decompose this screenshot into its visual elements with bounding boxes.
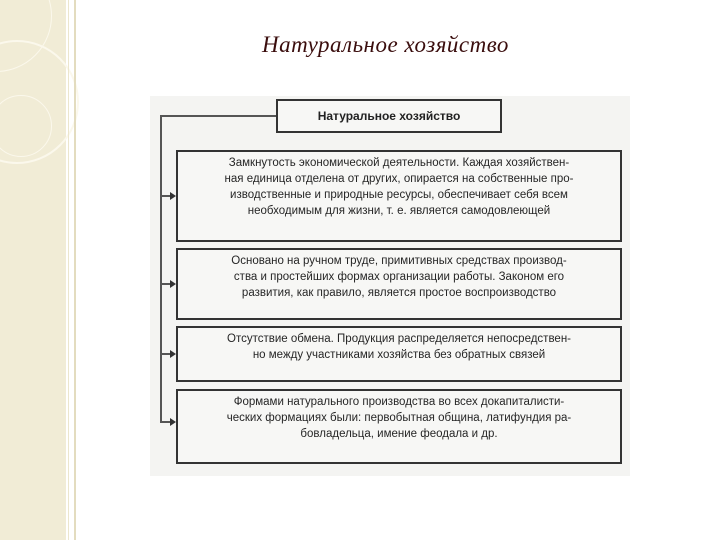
feature-box-no-exchange [176, 326, 622, 382]
feature-line: ческих формациях были: первобытная община, латифундия ра- [226, 412, 572, 424]
diagram-header-box: Натуральное хозяйство [276, 99, 502, 133]
feature-line: бовладельца, имение феодала и др. [300, 428, 498, 440]
feature-line: Отсутствие обмена. Продукция распределяется непосредствен- [227, 333, 571, 345]
feature-line: Формами натурального производства во всех докапиталисти- [233, 396, 565, 408]
feature-box-manual-labor [176, 248, 622, 320]
feature-line: изводственные и природные ресурсы, обеспечивает себя всем [230, 189, 568, 201]
decorative-divider [68, 0, 69, 540]
connector-trunk [160, 115, 162, 422]
feature-line: ства и простейших формах организации работы. Законом его [233, 271, 565, 283]
slide-title: Натуральное хозяйство [262, 32, 509, 57]
feature-box-historical-forms [176, 389, 622, 464]
feature-line: Замкнутость экономической деятельности. Каждая хозяйствен- [228, 157, 570, 169]
decorative-divider [74, 0, 76, 540]
connector-top [160, 115, 276, 117]
feature-line: но между участниками хозяйства без обратных связей [252, 349, 546, 361]
feature-box-closed-economy [176, 150, 622, 242]
feature-line: Основано на ручном труде, примитивных средствах производ- [231, 255, 567, 267]
feature-line: ная единица отделена от других, опирается на собственные про- [224, 173, 574, 185]
feature-line: необходимым для жизни, т. е. является самодовлеющей [247, 205, 551, 217]
decorative-side-strip [0, 0, 66, 540]
feature-line: развития, как правило, является простое воспроизводство [241, 287, 557, 299]
